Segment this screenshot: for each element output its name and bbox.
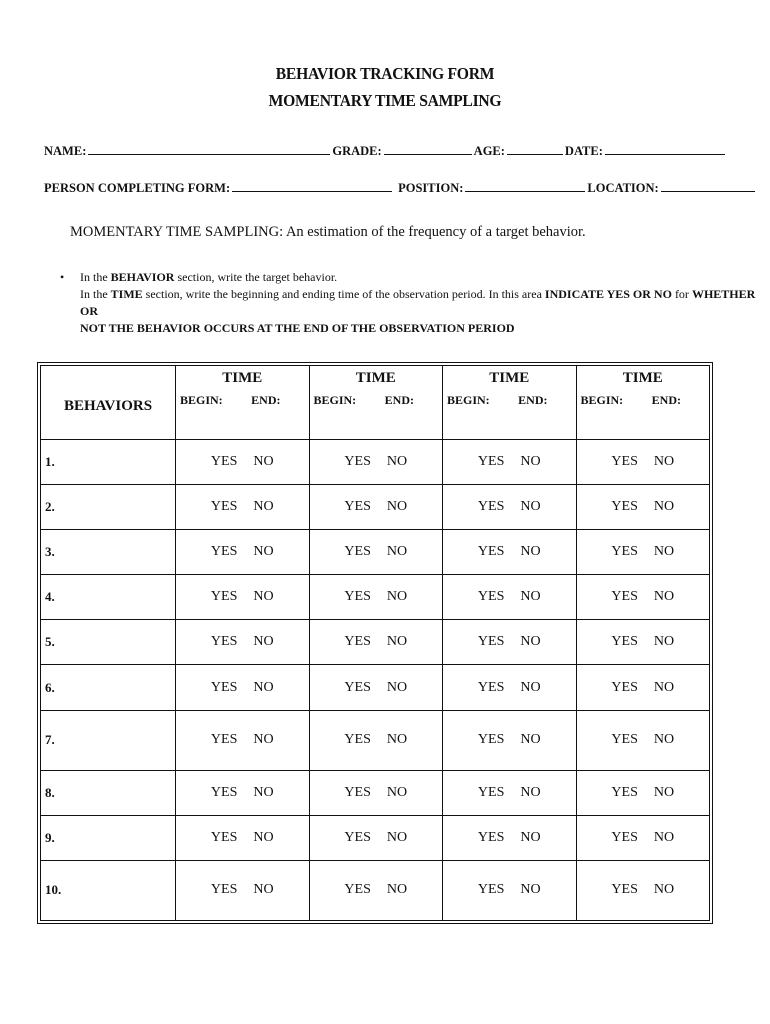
yes-option[interactable]: YES xyxy=(210,589,238,605)
table-row xyxy=(41,485,710,530)
behavior-cell[interactable]: 2. xyxy=(41,485,176,530)
yes-no-cell xyxy=(576,770,710,815)
time-header[interactable]: TIME BEGIN: END: xyxy=(176,366,310,440)
yes-no-cell xyxy=(176,665,310,710)
bullet-icon: • xyxy=(60,270,65,284)
no-option[interactable]: NO xyxy=(253,454,274,470)
yes-no-cell xyxy=(309,710,443,770)
name-field[interactable] xyxy=(88,142,330,155)
table-row xyxy=(41,710,710,770)
name-label: NAME: xyxy=(44,144,87,158)
yes-no-cell xyxy=(443,815,577,860)
yes-option[interactable]: YES xyxy=(210,829,238,845)
no-option[interactable]: NO xyxy=(386,454,408,470)
tracking-table xyxy=(40,365,710,921)
observer-info-row xyxy=(44,179,757,196)
no-option[interactable]: NO xyxy=(520,784,541,800)
table-row xyxy=(41,665,710,710)
position-label: POSITION: xyxy=(398,181,464,195)
yes-option[interactable]: YES xyxy=(477,829,505,845)
yes-option[interactable]: YES xyxy=(611,732,638,748)
no-option[interactable]: NO xyxy=(520,732,541,748)
yes-no-cell xyxy=(309,485,443,530)
time-header[interactable]: TIME BEGIN: END: xyxy=(309,366,443,440)
no-option[interactable]: NO xyxy=(386,829,408,845)
yes-no-cell xyxy=(443,620,577,665)
table-row xyxy=(41,620,710,665)
behavior-cell[interactable]: 5. xyxy=(41,620,176,665)
location-field[interactable] xyxy=(661,179,755,192)
no-option[interactable]: NO xyxy=(653,454,675,470)
form-title: BEHAVIOR TRACKING FORM xyxy=(275,64,495,83)
no-option[interactable]: NO xyxy=(386,499,408,515)
no-option[interactable]: NO xyxy=(386,732,408,748)
no-option[interactable]: NO xyxy=(386,589,408,605)
no-option[interactable]: NO xyxy=(520,544,541,560)
yes-no-cell xyxy=(576,575,710,620)
yes-option[interactable]: YES xyxy=(344,499,371,515)
no-option[interactable]: NO xyxy=(253,679,274,695)
yes-option[interactable]: YES xyxy=(477,499,505,515)
yes-option[interactable]: YES xyxy=(344,454,371,470)
date-label: DATE: xyxy=(564,144,603,158)
yes-option[interactable]: YES xyxy=(344,784,371,800)
age-label: AGE: xyxy=(473,144,505,158)
no-option[interactable]: NO xyxy=(653,679,675,695)
no-option[interactable]: NO xyxy=(386,784,408,800)
person-label: PERSON COMPLETING FORM: xyxy=(44,181,231,195)
location-label: LOCATION: xyxy=(587,181,659,195)
yes-option[interactable]: YES xyxy=(611,544,638,560)
time-header[interactable]: TIME BEGIN: END: xyxy=(576,366,710,440)
table-row xyxy=(41,815,710,860)
behavior-cell[interactable]: 9. xyxy=(41,815,176,860)
yes-option[interactable]: YES xyxy=(611,784,638,800)
no-option[interactable]: NO xyxy=(520,589,541,605)
yes-no-cell xyxy=(443,575,577,620)
instruction-line-2: In the TIME section, write the beginning and ending time of the observation period. In this area INDICATE YES OR NO for WHETHER OR xyxy=(80,287,756,318)
yes-option[interactable]: YES xyxy=(611,829,638,845)
yes-no-cell xyxy=(576,710,710,770)
yes-no-cell xyxy=(443,860,577,920)
no-option[interactable]: NO xyxy=(253,732,274,748)
yes-option[interactable]: YES xyxy=(344,679,371,695)
yes-option[interactable]: YES xyxy=(477,784,505,800)
no-option[interactable]: NO xyxy=(253,544,274,560)
no-option[interactable]: NO xyxy=(386,544,408,560)
yes-option[interactable]: YES xyxy=(477,544,505,560)
time-header[interactable]: TIME BEGIN: END: xyxy=(443,366,577,440)
no-option[interactable]: NO xyxy=(653,544,675,560)
yes-option[interactable]: YES xyxy=(477,589,505,605)
yes-no-cell xyxy=(576,530,710,575)
yes-option[interactable]: YES xyxy=(477,679,505,695)
yes-no-cell xyxy=(309,665,443,710)
yes-option[interactable]: YES xyxy=(210,732,238,748)
instructions xyxy=(60,269,770,337)
no-option[interactable]: NO xyxy=(253,882,274,898)
behaviors-header: BEHAVIORS xyxy=(41,366,176,440)
table-row xyxy=(41,860,710,920)
yes-no-cell xyxy=(309,575,443,620)
no-option[interactable]: NO xyxy=(386,634,408,650)
grade-field[interactable] xyxy=(384,142,472,155)
yes-option[interactable]: YES xyxy=(344,732,371,748)
no-option[interactable]: NO xyxy=(653,499,675,515)
yes-option[interactable]: YES xyxy=(210,499,238,515)
yes-option[interactable]: YES xyxy=(210,454,238,470)
behavior-cell[interactable]: 8. xyxy=(41,770,176,815)
definition xyxy=(70,224,586,241)
no-option[interactable]: NO xyxy=(253,784,274,800)
yes-no-cell xyxy=(576,815,710,860)
yes-no-cell xyxy=(443,710,577,770)
no-option[interactable]: NO xyxy=(520,634,541,650)
yes-option[interactable]: YES xyxy=(210,784,238,800)
yes-option[interactable]: YES xyxy=(210,882,238,898)
no-option[interactable]: NO xyxy=(253,499,274,515)
no-option[interactable]: NO xyxy=(653,634,675,650)
table-header-row xyxy=(41,366,710,440)
grade-label: GRADE: xyxy=(332,144,382,158)
student-info-row xyxy=(44,142,727,159)
yes-no-cell xyxy=(309,530,443,575)
yes-no-cell xyxy=(576,485,710,530)
yes-no-cell xyxy=(443,665,577,710)
no-option[interactable]: NO xyxy=(653,589,675,605)
no-option[interactable]: NO xyxy=(520,499,541,515)
position-field[interactable] xyxy=(465,179,585,192)
no-option[interactable]: NO xyxy=(653,882,675,898)
no-option[interactable]: NO xyxy=(520,679,541,695)
no-option[interactable]: NO xyxy=(653,732,675,748)
behavior-cell[interactable]: 7. xyxy=(41,710,176,770)
yes-no-cell xyxy=(176,485,310,530)
behavior-cell[interactable]: 1. xyxy=(41,440,176,485)
yes-option[interactable]: YES xyxy=(611,634,638,650)
age-field[interactable] xyxy=(507,142,563,155)
yes-option[interactable]: YES xyxy=(210,544,238,560)
yes-no-cell xyxy=(443,485,577,530)
table-row xyxy=(41,440,710,485)
no-option[interactable]: NO xyxy=(653,784,675,800)
yes-no-cell xyxy=(176,860,310,920)
yes-option[interactable]: YES xyxy=(344,634,371,650)
no-option[interactable]: NO xyxy=(253,634,274,650)
yes-no-cell xyxy=(309,620,443,665)
yes-option[interactable]: YES xyxy=(611,679,638,695)
no-option[interactable]: NO xyxy=(386,679,408,695)
behavior-cell[interactable]: 3. xyxy=(41,530,176,575)
yes-no-cell xyxy=(443,770,577,815)
yes-no-cell xyxy=(176,710,310,770)
yes-option[interactable]: YES xyxy=(611,882,638,898)
no-option[interactable]: NO xyxy=(520,829,541,845)
yes-option[interactable]: YES xyxy=(344,882,371,898)
yes-no-cell xyxy=(443,440,577,485)
yes-no-cell xyxy=(576,620,710,665)
yes-no-cell xyxy=(309,815,443,860)
definition-term: MOMENTARY TIME SAMPLING xyxy=(70,224,280,240)
yes-no-cell xyxy=(309,860,443,920)
yes-option[interactable]: YES xyxy=(611,589,638,605)
no-option[interactable]: NO xyxy=(520,882,541,898)
tracking-table-frame xyxy=(37,362,713,924)
yes-no-cell xyxy=(443,530,577,575)
yes-option[interactable]: YES xyxy=(210,634,238,650)
instruction-line-1: In the BEHAVIOR section, write the target behavior. xyxy=(80,270,338,284)
date-field[interactable] xyxy=(605,142,725,155)
yes-no-cell xyxy=(176,770,310,815)
table-row xyxy=(41,530,710,575)
yes-no-cell xyxy=(176,575,310,620)
yes-option[interactable]: YES xyxy=(344,544,371,560)
no-option[interactable]: NO xyxy=(386,882,408,898)
yes-no-cell xyxy=(176,620,310,665)
yes-no-cell xyxy=(176,815,310,860)
definition-text: : An estimation of the frequency of a target behavior. xyxy=(279,224,586,240)
yes-no-cell xyxy=(309,770,443,815)
yes-option[interactable]: YES xyxy=(477,732,505,748)
yes-option[interactable]: YES xyxy=(477,882,505,898)
no-option[interactable]: NO xyxy=(520,454,541,470)
table-row xyxy=(41,575,710,620)
yes-no-cell xyxy=(576,665,710,710)
form-subtitle: MOMENTARY TIME SAMPLING xyxy=(268,91,502,110)
behavior-cell[interactable]: 10. xyxy=(41,860,176,920)
yes-option[interactable]: YES xyxy=(477,454,505,470)
no-option[interactable]: NO xyxy=(253,829,274,845)
yes-no-cell xyxy=(309,440,443,485)
yes-option[interactable]: YES xyxy=(611,454,638,470)
no-option[interactable]: NO xyxy=(653,829,675,845)
yes-no-cell xyxy=(576,860,710,920)
yes-option[interactable]: YES xyxy=(611,499,638,515)
yes-option[interactable]: YES xyxy=(210,679,238,695)
yes-no-cell xyxy=(176,440,310,485)
yes-no-cell xyxy=(576,440,710,485)
yes-option[interactable]: YES xyxy=(344,829,371,845)
yes-option[interactable]: YES xyxy=(344,589,371,605)
no-option[interactable]: NO xyxy=(253,589,274,605)
yes-option[interactable]: YES xyxy=(477,634,505,650)
instruction-line-3: NOT THE BEHAVIOR OCCURS AT THE END OF THE OBSERVATION PERIOD xyxy=(80,321,515,335)
behavior-cell[interactable]: 4. xyxy=(41,575,176,620)
person-field[interactable] xyxy=(232,179,392,192)
yes-no-cell xyxy=(176,530,310,575)
table-row xyxy=(41,770,710,815)
behavior-cell[interactable]: 6. xyxy=(41,665,176,710)
